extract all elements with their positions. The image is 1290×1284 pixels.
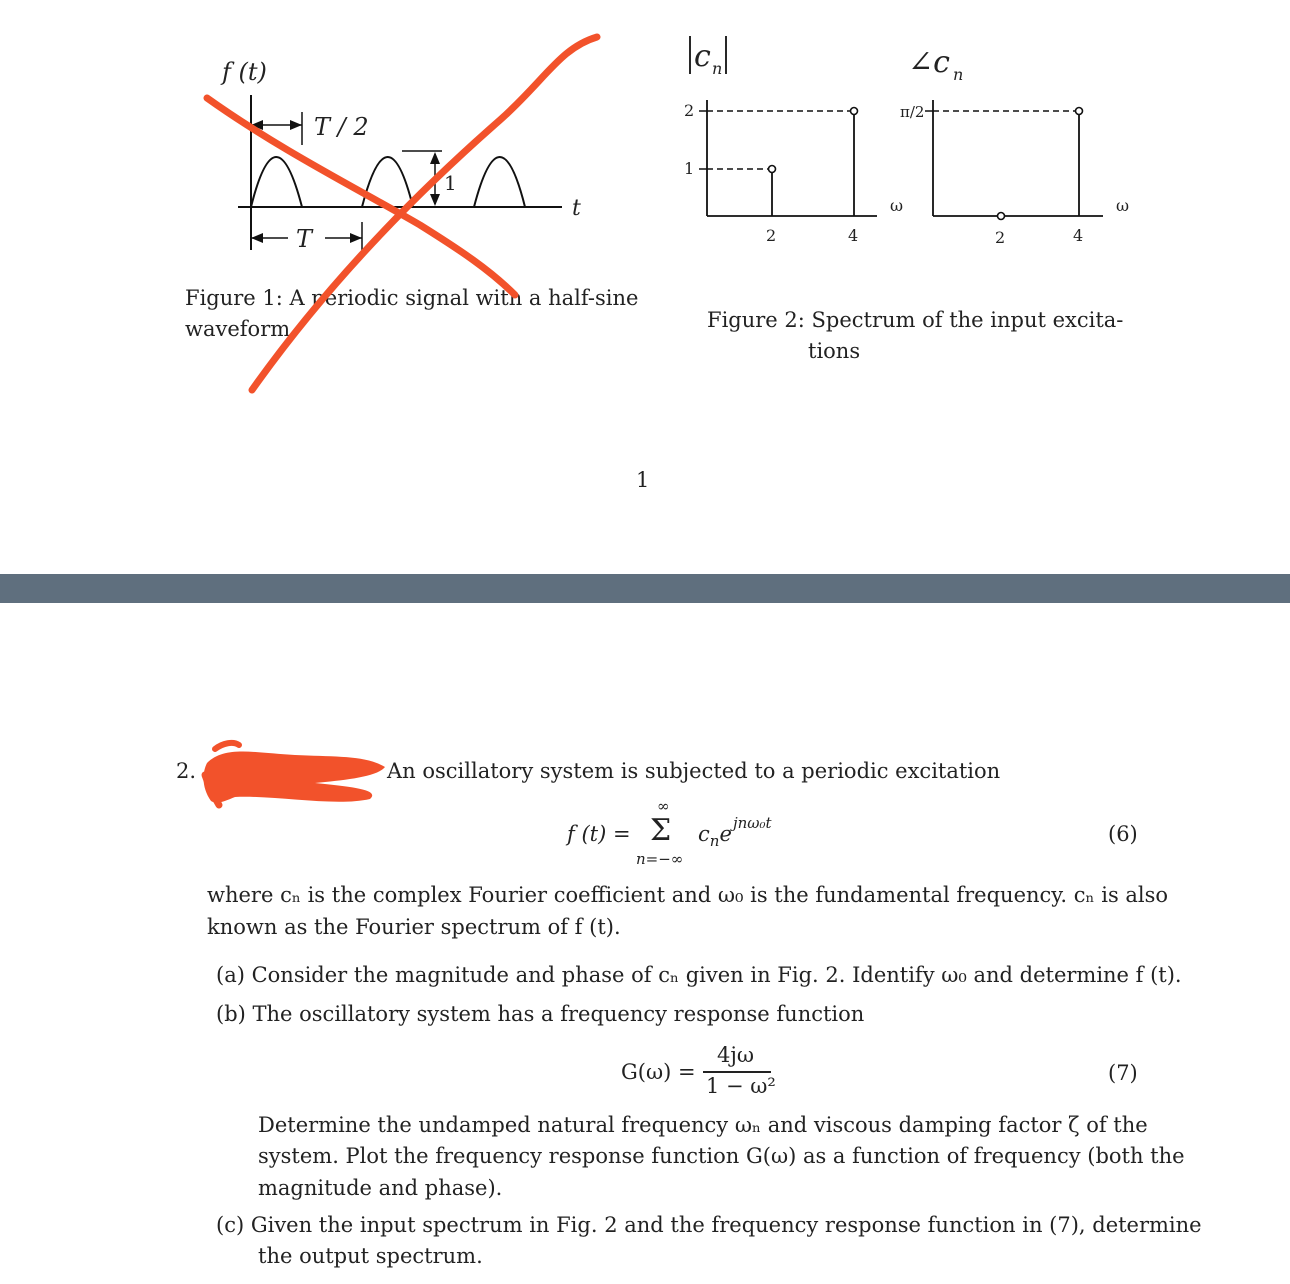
part-b-line-1: Determine the undamped natural frequency ωₙ and viscous damping factor ζ of the (258, 1113, 1148, 1137)
figure-1-caption-line-1: Figure 1: A periodic signal with a half-sine (185, 286, 639, 310)
eq7-fraction-bar (703, 1071, 771, 1073)
scribble-stroke-top (215, 743, 239, 749)
cross-out-stroke-falling (207, 98, 515, 295)
eq7-numerator: 4jω (717, 1043, 754, 1067)
eq6-lhs: f (t) = (567, 822, 631, 846)
fig1-amplitude-label: 1 (444, 171, 457, 195)
phase-ytick-pi-half: π/2 (900, 103, 925, 121)
part-c-line-1: (c) Given the input spectrum in Fig. 2 and the frequency response function in (7), determine (216, 1213, 1202, 1237)
mag-ytick-2: 2 (684, 101, 695, 120)
fig1-xlabel: t (572, 196, 581, 221)
paragraph-line-2: known as the Fourier spectrum of f (t). (207, 915, 621, 939)
eq7-denominator: 1 − ω² (706, 1074, 776, 1098)
part-c-line-2: the output spectrum. (258, 1244, 483, 1268)
figure-2-caption-line-1: Figure 2: Spectrum of the input excita- (707, 308, 1124, 332)
eq6-sum-top: ∞ (657, 797, 670, 815)
phase-xtick-2: 2 (995, 228, 1006, 247)
problem-number: 2. (176, 759, 197, 783)
fig1-ylabel: f (t) (222, 58, 267, 86)
fig1-half-period-label: T / 2 (314, 113, 369, 141)
page-number: 1 (636, 468, 650, 492)
paragraph-line-1: where cₙ is the complex Fourier coefficient and ω₀ is the fundamental frequency. cₙ is also (207, 883, 1169, 907)
eq6-term-e: e (719, 822, 732, 846)
phase-title: ∠c (908, 45, 950, 80)
part-a: (a) Consider the magnitude and phase of cₙ given in Fig. 2. Identify ω₀ and determine f (t). (216, 963, 1182, 987)
mag-xtick-4: 4 (848, 226, 859, 245)
fig1-period-label: T (296, 225, 313, 253)
eq7-number: (7) (1108, 1061, 1138, 1085)
part-b-line-3: magnitude and phase). (258, 1176, 503, 1200)
figure-2-caption-line-2: tions (808, 339, 861, 363)
figure-1-caption-line-2: waveform (185, 317, 291, 341)
scribble-blob (204, 752, 385, 803)
problem-intro: An oscillatory system is subjected to a periodic excitation (387, 759, 1001, 783)
eq6-number: (6) (1108, 822, 1138, 846)
part-b: (b) The oscillatory system has a frequency response function (216, 1002, 865, 1026)
phase-xlabel: ω (1116, 196, 1130, 215)
eq6-term-c: c (698, 822, 710, 846)
eq6-exponent: jnω₀t (733, 814, 772, 832)
phase-title-sub: n (953, 65, 964, 84)
mag-title-sub: n (712, 59, 723, 78)
eq7-lhs: G(ω) = (621, 1060, 696, 1084)
eq6-sum-symbol: Σ (650, 813, 672, 848)
cross-out-stroke-rising (252, 37, 597, 390)
eq6-term (698, 822, 732, 850)
mag-xlabel: ω (890, 196, 904, 215)
part-b-line-2: system. Plot the frequency response function G(ω) as a function of frequency (both the (258, 1144, 1185, 1168)
red-cross-out-annotation (0, 0, 1290, 600)
red-scribble-redaction (195, 735, 395, 810)
eq6-term-sub: n (709, 832, 720, 850)
phase-xtick-4: 4 (1073, 226, 1084, 245)
mag-ytick-1: 1 (684, 159, 695, 178)
mag-title: c (694, 39, 711, 74)
eq6-sum-bottom: n=−∞ (636, 850, 684, 868)
mag-xtick-2: 2 (766, 226, 777, 245)
page-divider (0, 574, 1290, 603)
